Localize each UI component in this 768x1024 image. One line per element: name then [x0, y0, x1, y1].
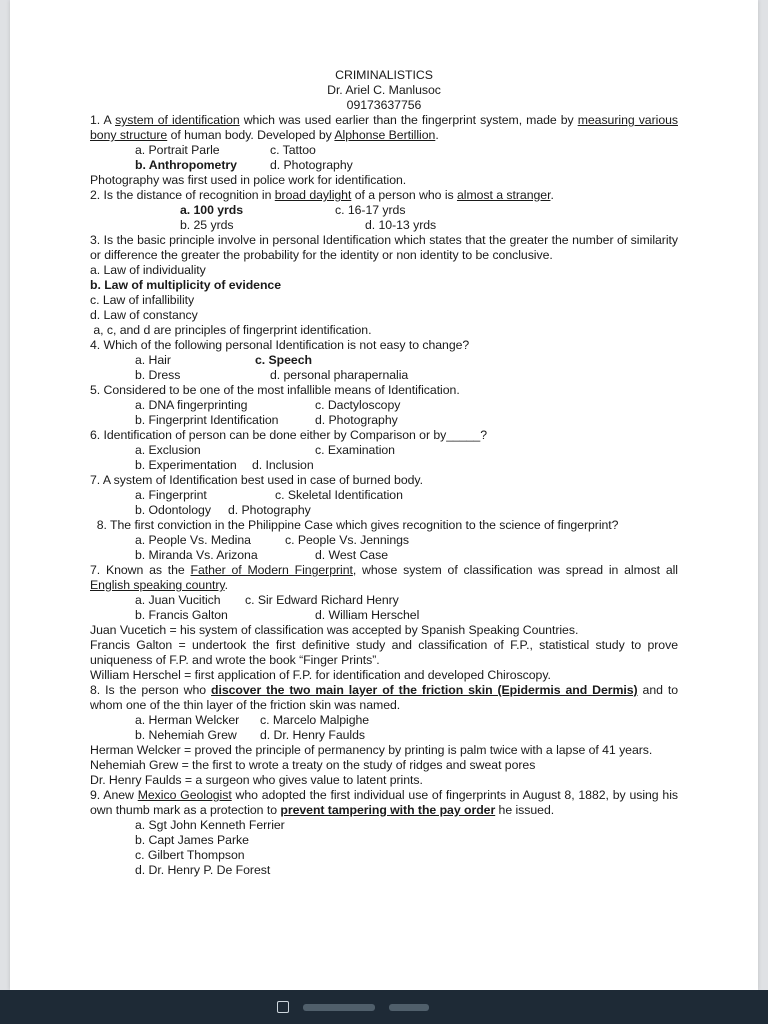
doc-line [90, 863, 678, 878]
text-run: 7. Known as the [90, 563, 191, 577]
text-run: 1. A [90, 113, 116, 127]
text-run: a. Portrait Parle [135, 143, 220, 157]
text-run: 8. The first conviction in the Philippine Case which gives recognition to the science of fingerprint? [90, 518, 619, 532]
text-run: and to whom one of the thin layer of the friction skin was named. [90, 683, 678, 712]
text-run: Francis Galton = undertook the first definitive study and classification of F.P., statistical study to prove uniqueness of F.P. and wrote the book “Finger Prints”. [90, 638, 678, 667]
text-run: who adopted the first individual use of fingerprints in August 8, 1882, by using his own thumb mark as a protection to [90, 788, 678, 817]
text-run: d. Law of constancy [90, 308, 198, 322]
text-run: a. Sgt John Kenneth Ferrier [135, 818, 285, 832]
option [335, 203, 405, 217]
doc-blocks [90, 113, 678, 878]
text-run: . [550, 188, 554, 202]
option [260, 713, 369, 727]
text-run: . [435, 128, 439, 142]
text-run: Dr. Henry Faulds = a surgeon who gives value to latent prints. [90, 773, 423, 787]
option [315, 443, 395, 457]
text-run: 2. Is the distance of recognition in [90, 188, 275, 202]
doc-author: Dr. Ariel C. Manlusoc [327, 83, 441, 97]
option [270, 368, 408, 382]
text-run: he issued. [495, 803, 555, 817]
text-run: d. Photography [228, 503, 311, 517]
doc-line [90, 518, 678, 533]
text-run: 5. Considered to be one of the most infallible means of Identification. [90, 383, 460, 397]
doc-line [90, 848, 678, 863]
text-run: c. Speech [255, 353, 312, 367]
text-run: c. Dactyloscopy [315, 398, 401, 412]
text-run: a. Law of individuality [90, 263, 206, 277]
options-line [90, 548, 678, 563]
text-run: b. Miranda Vs. Arizona [135, 548, 258, 562]
text-run: 7. A system of Identification best used in case of burned body. [90, 473, 423, 487]
text-run: b. 25 yrds [180, 218, 234, 232]
options-line [90, 413, 678, 428]
option [252, 458, 314, 472]
doc-line [90, 293, 678, 308]
options-line [90, 503, 678, 518]
text-run: d. 10-13 yrds [365, 218, 437, 232]
document-page [10, 0, 758, 990]
footer-label-placeholder [389, 1004, 429, 1011]
text-run: . [224, 578, 228, 592]
option [228, 503, 311, 517]
text-run: c. Skeletal Identification [275, 488, 403, 502]
text-run: d. West Case [315, 548, 388, 562]
text-run: a. Juan Vucitich [135, 593, 221, 607]
options-line [90, 593, 678, 608]
options-line [90, 533, 678, 548]
text-run: discover the two main layer of the friction skin (Epidermis and Dermis) [211, 683, 638, 697]
doc-line [90, 623, 678, 638]
footer-icon[interactable] [277, 1001, 289, 1013]
text-run: a. Fingerprint [135, 488, 207, 502]
text-run: 6. Identification of person can be done either by Comparison or by_____? [90, 428, 487, 442]
option [270, 158, 353, 172]
doc-line [90, 743, 678, 758]
doc-line [90, 173, 678, 188]
text-run: Herman Welcker = proved the principle of permanency by printing is palm twice with a lapse of 41 years. [90, 743, 653, 757]
option [180, 218, 365, 233]
option [180, 203, 335, 218]
doc-line [90, 818, 678, 833]
text-run: d. Inclusion [252, 458, 314, 472]
text-run: c. People Vs. Jennings [285, 533, 409, 547]
options-line [90, 608, 678, 623]
text-run: a. 100 yrds [180, 203, 244, 217]
text-run: English speaking country [90, 578, 225, 592]
doc-line [90, 473, 678, 488]
text-run: b. Odontology [135, 503, 211, 517]
doc-line [90, 323, 678, 338]
option [135, 353, 255, 368]
doc-line [90, 638, 678, 668]
text-run: c. Tattoo [270, 143, 316, 157]
text-run: d. Dr. Henry Faulds [260, 728, 365, 742]
option [315, 413, 398, 427]
text-run: c. Examination [315, 443, 395, 457]
doc-line [90, 758, 678, 773]
text-run: Juan Vucetich = his system of classification was accepted by Spanish Speaking Countries. [90, 623, 579, 637]
text-run: a. DNA fingerprinting [135, 398, 248, 412]
option [135, 443, 315, 458]
text-run: a. People Vs. Medina [135, 533, 251, 547]
option [315, 398, 400, 412]
text-run: broad daylight [274, 188, 352, 202]
options-line [90, 728, 678, 743]
text-run: d. personal pharapernalia [270, 368, 409, 382]
text-run: c. Sir Edward Richard Henry [245, 593, 399, 607]
text-run: Photography was first used in police work for identification. [90, 173, 407, 187]
text-run: 8. Is the person who [90, 683, 212, 697]
text-run: b. Experimentation [135, 458, 237, 472]
text-run: 3. Is the basic principle involve in personal Identification which states that the greater the number of similarity or difference the greater the probability for the identity or non identity to be conclusive. [90, 233, 678, 262]
doc-line [90, 188, 678, 203]
text-run: d. Photography [270, 158, 353, 172]
option [260, 728, 365, 742]
text-run: prevent tampering with the pay order [280, 803, 496, 817]
doc-line [90, 113, 678, 143]
text-run: b. Fingerprint Identification [135, 413, 279, 427]
doc-line [90, 683, 678, 713]
doc-phone: 09173637756 [346, 98, 422, 112]
text-run: b. Dress [135, 368, 181, 382]
text-run: measuring various bony structure [90, 113, 678, 142]
doc-line [90, 278, 678, 293]
doc-line [90, 428, 678, 443]
option [135, 728, 260, 743]
option [245, 593, 399, 607]
text-run: a, c, and d are principles of fingerprint identification. [90, 323, 372, 337]
text-run: d. Dr. Henry P. De Forest [135, 863, 271, 877]
options-line [90, 203, 678, 218]
option [135, 713, 260, 728]
footer-label-placeholder [303, 1004, 375, 1011]
text-run: c. Gilbert Thompson [135, 848, 245, 862]
text-run: b. Francis Galton [135, 608, 228, 622]
option [255, 353, 312, 367]
option [135, 158, 270, 173]
text-run: Mexico Geologist [137, 788, 232, 802]
doc-line [90, 383, 678, 398]
text-run: b. Anthropometry [135, 158, 237, 172]
text-run: d. Photography [315, 413, 398, 427]
options-line [90, 443, 678, 458]
text-run: 9. Anew [90, 788, 138, 802]
text-run: c. Law of infallibility [90, 293, 195, 307]
text-run: system of identification [115, 113, 240, 127]
options-line [90, 143, 678, 158]
text-run: Nehemiah Grew = the first to wrote a treaty on the study of ridges and sweat pores [90, 758, 536, 772]
text-run: d. William Herschel [315, 608, 420, 622]
option [315, 548, 388, 562]
doc-title: CRIMINALISTICS [335, 68, 433, 82]
option [135, 398, 315, 413]
page-content [10, 0, 758, 878]
options-line [90, 368, 678, 383]
doc-line [90, 833, 678, 848]
text-run: , whose system of classification was spread in almost all [352, 563, 678, 577]
text-run: c. Marcelo Malpighe [260, 713, 370, 727]
option [135, 503, 228, 518]
option [135, 608, 315, 623]
doc-line [90, 263, 678, 278]
options-line [90, 158, 678, 173]
options-line [90, 353, 678, 368]
text-run: b. Capt James Parke [135, 833, 249, 847]
option [315, 608, 419, 622]
option [135, 413, 315, 428]
options-line [90, 488, 678, 503]
text-run: which was used earlier than the fingerprint system, made by [239, 113, 578, 127]
text-run: 4. Which of the following personal Identification is not easy to change? [90, 338, 470, 352]
options-line [90, 458, 678, 473]
text-run: Father of Modern Fingerprint [190, 563, 353, 577]
doc-line [90, 308, 678, 323]
options-line [90, 398, 678, 413]
viewer-footer-bar [0, 990, 768, 1024]
text-run: a. Exclusion [135, 443, 201, 457]
text-run: b. Nehemiah Grew [135, 728, 237, 742]
text-run: of human body. Developed by [167, 128, 335, 142]
text-run: almost a stranger [456, 188, 551, 202]
doc-line [90, 788, 678, 818]
option [135, 548, 315, 563]
option [135, 488, 275, 503]
doc-line [90, 338, 678, 353]
options-line [90, 218, 678, 233]
text-run: Alphonse Bertillion [334, 128, 436, 142]
text-run: of a person who is [351, 188, 457, 202]
text-run: c. 16-17 yrds [335, 203, 406, 217]
option [135, 368, 270, 383]
option [270, 143, 316, 157]
text-run: a. Herman Welcker [135, 713, 240, 727]
doc-line [90, 563, 678, 593]
text-run: William Herschel = first application of F.P. for identification and developed Chiroscopy. [90, 668, 551, 682]
doc-line [90, 233, 678, 263]
doc-line [90, 668, 678, 683]
options-line [90, 713, 678, 728]
text-run: b. Law of multiplicity of evidence [90, 278, 281, 292]
option [135, 533, 285, 548]
option [135, 458, 252, 473]
text-run: a. Hair [135, 353, 171, 367]
option [365, 218, 436, 232]
option [135, 593, 245, 608]
doc-line [90, 773, 678, 788]
option [275, 488, 403, 502]
option [135, 143, 270, 158]
option [285, 533, 409, 547]
